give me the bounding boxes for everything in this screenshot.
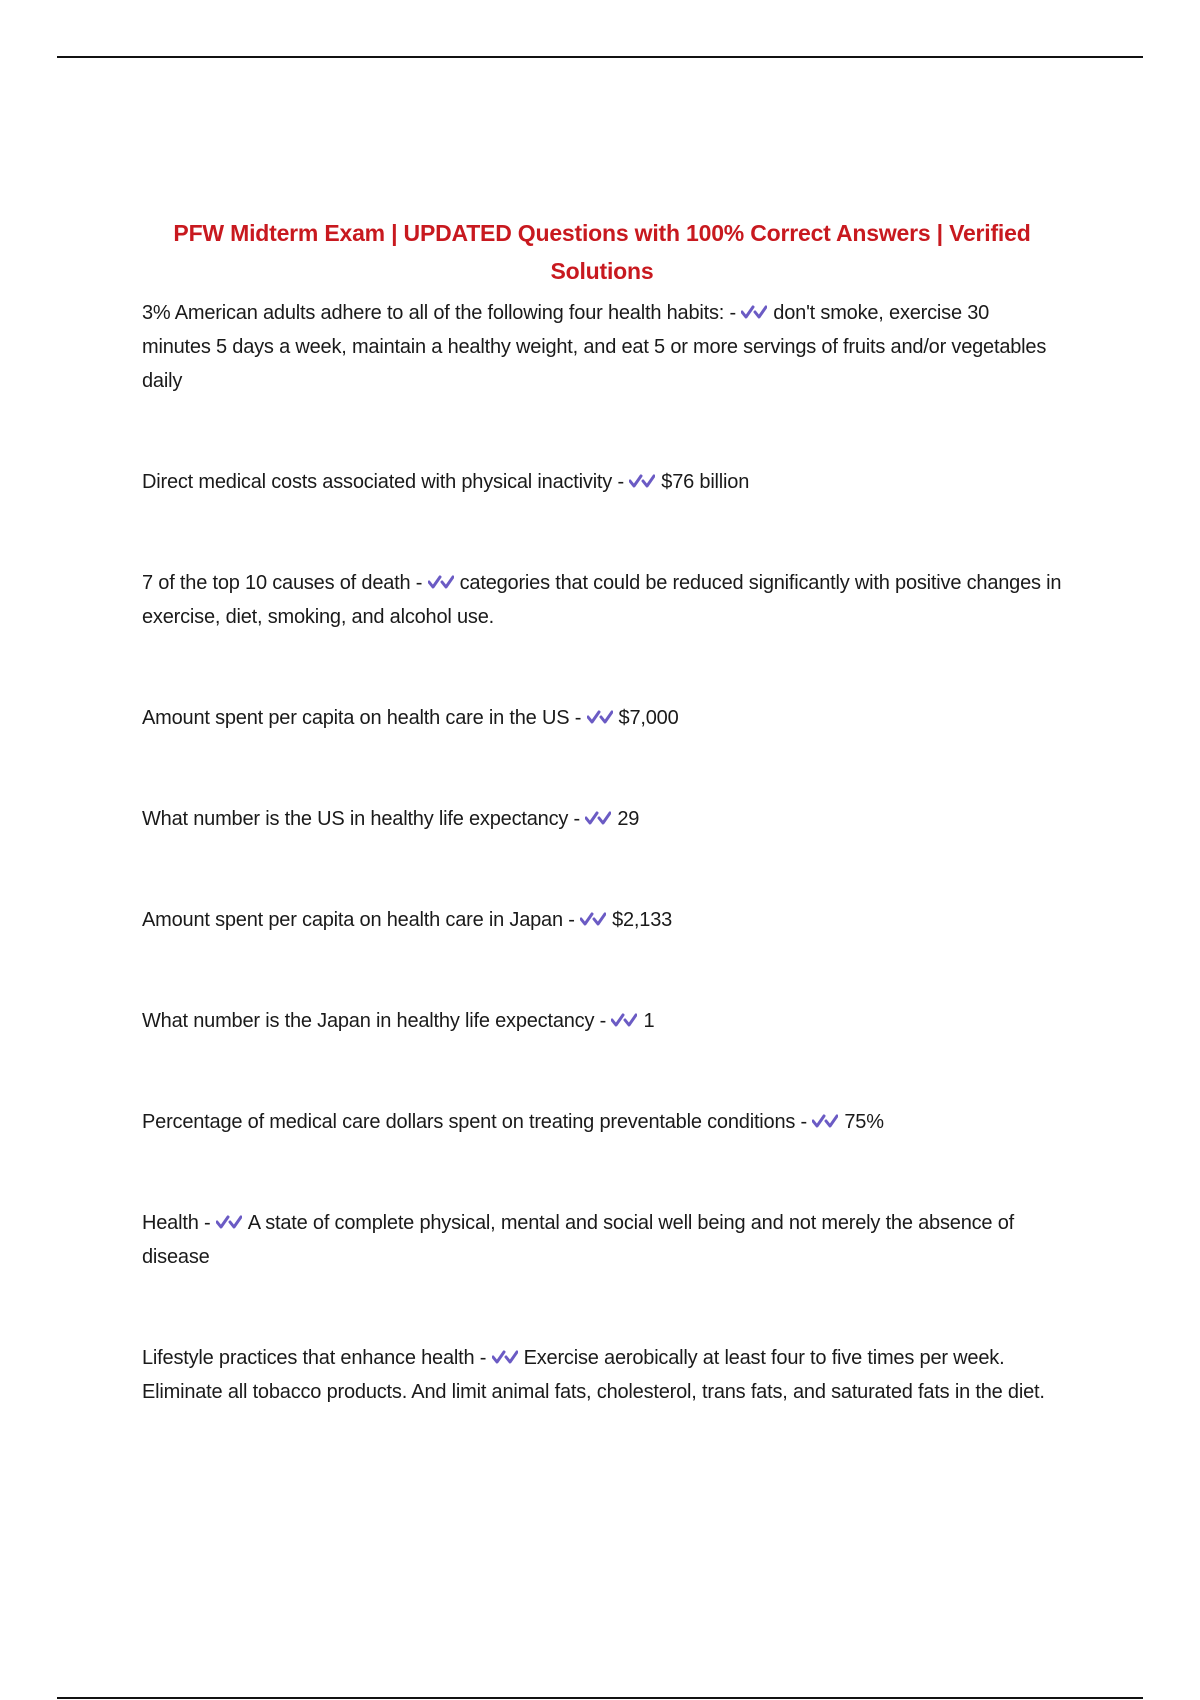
qa-item-8 [142,1105,1062,1139]
qa-item-5 [142,802,1062,836]
check-mark [630,476,641,486]
check-mark [625,1015,636,1025]
answer-text: 1 [643,1010,655,1032]
question-text: Percentage of medical care dollars spent on treating preventable conditions - [142,1111,808,1133]
check-mark [581,914,592,924]
question-text: Amount spent per capita on health care in the US - [142,707,582,729]
answer-text: Exercise aerobically at least four to five times per week. Eliminate all tobacco products. And limit animal fats, cholesterol, trans fats, and saturated fats in the diet. [142,1347,1045,1403]
qa-item-2 [142,465,1062,499]
double-check-icon [629,471,655,491]
document-title: PFW Midterm Exam | UPDATED Questions with 100% Correct Answers | Verified Solutions [173,220,1031,284]
answer-text: $76 billion [661,471,750,493]
check-mark [643,476,654,486]
answer-text: 29 [617,808,640,830]
check-mark [594,914,605,924]
document-body [142,214,1062,1409]
check-mark [813,1116,824,1126]
question-text: 3% American adults adhere to all of the following four health habits: - [142,302,736,324]
check-mark [755,307,766,317]
check-mark [601,712,612,722]
question-text: 7 of the top 10 causes of death - [142,572,423,594]
question-text: What number is the Japan in healthy life expectancy - [142,1010,607,1032]
double-check-icon [492,1347,518,1367]
qa-item-4 [142,701,1062,735]
qa-item-3 [142,566,1062,634]
check-mark [599,813,610,823]
double-check-icon [428,572,454,592]
check-mark [506,1352,517,1362]
double-check-icon [611,1010,637,1030]
check-mark [230,1217,241,1227]
double-check-icon [580,909,606,929]
double-check-icon [812,1111,838,1131]
answer-text: $2,133 [612,909,673,931]
question-text: Amount spent per capita on health care in Japan - [142,909,575,931]
answer-text: A state of complete physical, mental and social well being and not merely the absence of disease [142,1212,1014,1268]
top-rule [57,56,1143,58]
question-text: Direct medical costs associated with physical inactivity - [142,471,624,493]
check-mark [217,1217,228,1227]
check-mark [826,1116,837,1126]
question-text: Health - [142,1212,211,1234]
check-mark [493,1352,504,1362]
qa-item-6 [142,903,1062,937]
double-check-icon [741,302,767,322]
bottom-rule [57,1697,1143,1699]
qa-item-10 [142,1341,1062,1409]
check-mark [429,577,440,587]
check-mark [442,577,453,587]
answer-text: 75% [844,1111,884,1133]
answer-text: don't smoke, exercise 30 minutes 5 days a week, maintain a healthy weight, and eat 5 or more servings of fruits and/or vegetables daily [142,302,1047,392]
check-mark [588,712,599,722]
qa-item-1 [142,296,1062,398]
check-mark [586,813,597,823]
double-check-icon [216,1212,242,1232]
qa-item-7 [142,1004,1062,1038]
question-text: What number is the US in healthy life expectancy - [142,808,580,830]
double-check-icon [587,707,613,727]
double-check-icon [585,808,611,828]
answer-text: $7,000 [618,707,679,729]
check-mark [612,1015,623,1025]
check-mark [742,307,753,317]
question-text: Lifestyle practices that enhance health - [142,1347,487,1369]
qa-item-9 [142,1206,1062,1274]
answer-text: categories that could be reduced significantly with positive changes in exercise, diet, smoking, and alcohol use. [142,572,1062,628]
